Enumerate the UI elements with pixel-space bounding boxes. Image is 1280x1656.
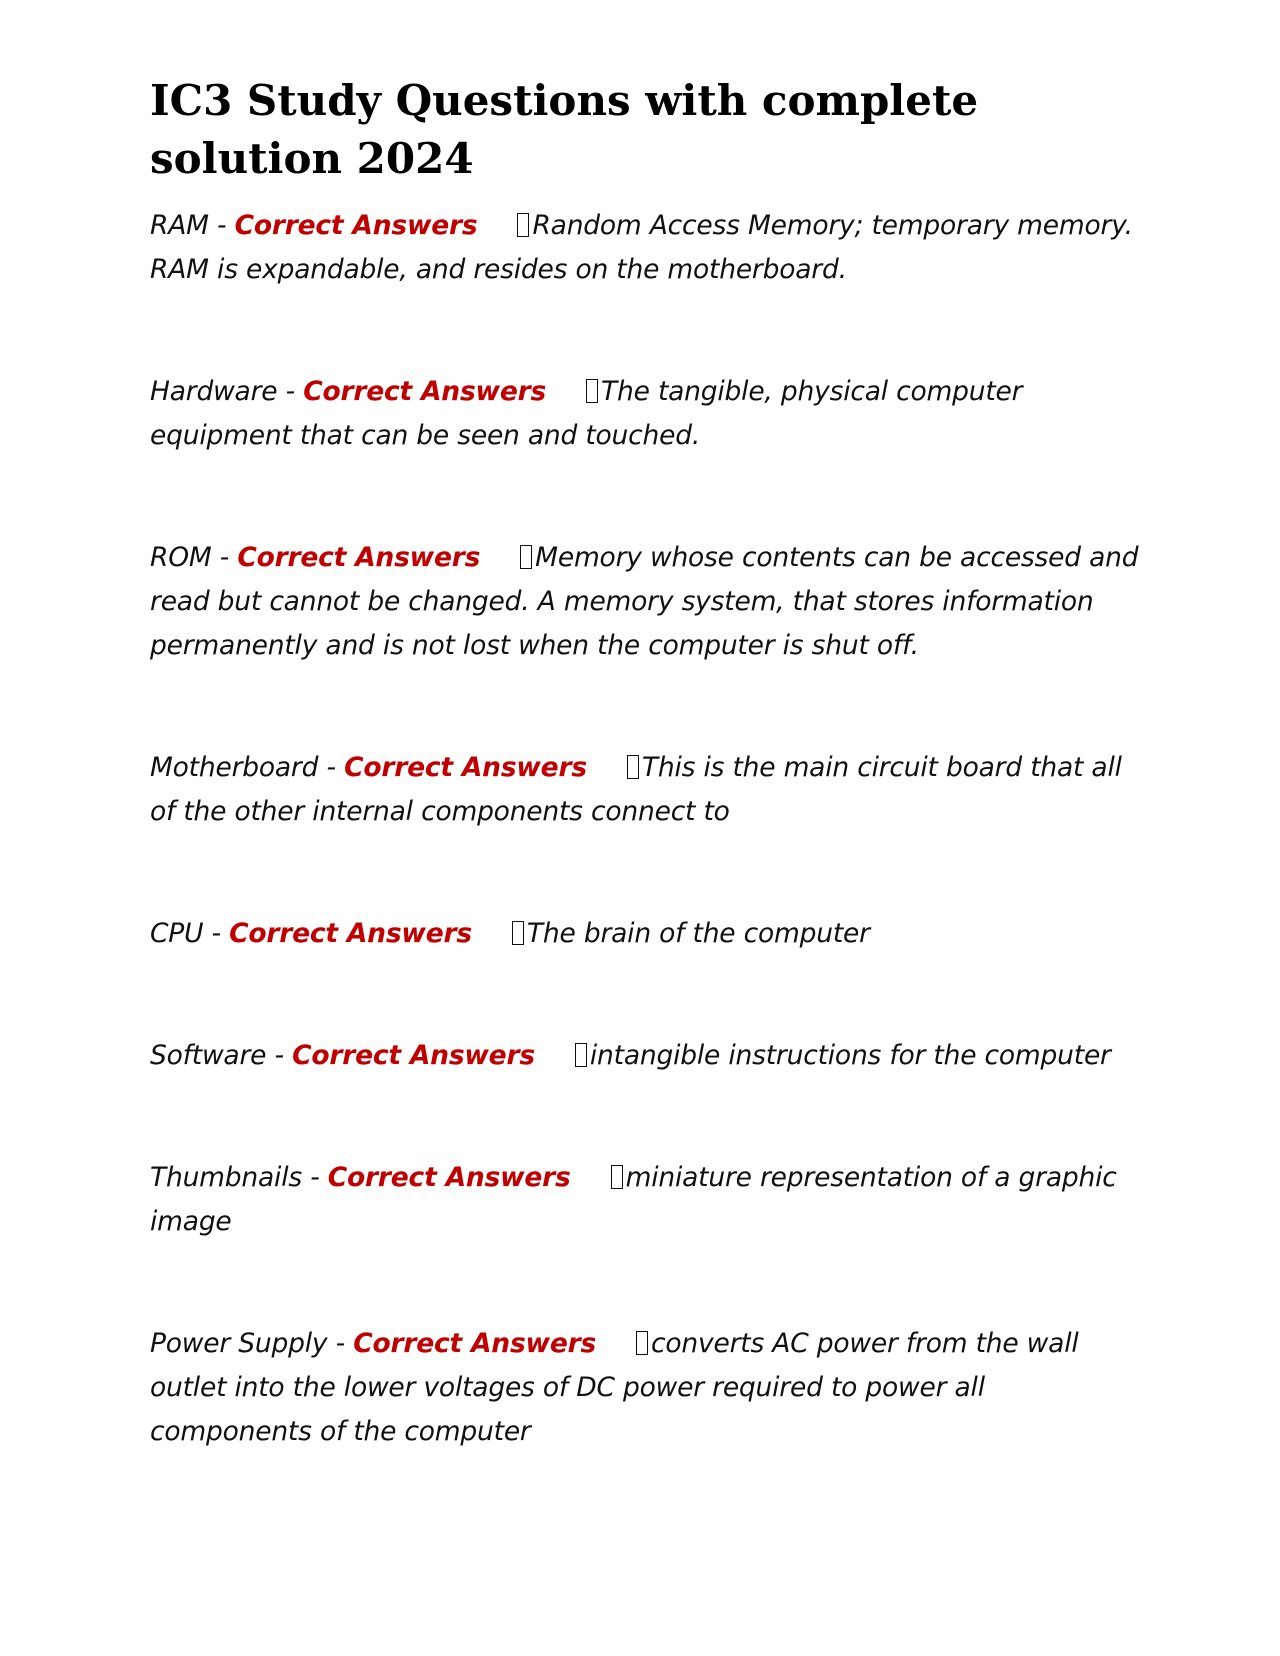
term: RAM (150, 210, 209, 241)
definition: intangible instructions for the computer (589, 1040, 1111, 1071)
separator: - (211, 542, 238, 573)
separator: - (277, 376, 304, 407)
answer-label: Correct Answers (234, 210, 478, 241)
qa-item-rom (150, 536, 1140, 668)
definition: The tangible, physical computer equipment that can be seen and touched. (150, 376, 1023, 451)
answer-label: Correct Answers (303, 376, 547, 407)
answer-label: Correct Answers (292, 1040, 535, 1071)
qa-item-hardware (150, 370, 1140, 458)
missing-glyph-icon (586, 379, 598, 403)
term: Power Supply (150, 1328, 328, 1359)
qa-item-software (150, 1034, 1140, 1078)
answer-label: Correct Answers (229, 918, 472, 949)
separator: - (203, 918, 230, 949)
term: Software (150, 1040, 267, 1071)
definition: Memory whose contents can be accessed and read but cannot be changed. A memory system, that stores information permanently and is not lost when the computer is shut off. (150, 542, 1139, 661)
term: ROM (150, 542, 212, 573)
term: Hardware (150, 376, 278, 407)
document-title: IC3 Study Questions with complete solution 2024 (150, 76, 979, 183)
document-page (150, 72, 1140, 1454)
definition: The brain of the computer (526, 918, 870, 949)
answer-label: Correct Answers (237, 542, 481, 573)
missing-glyph-icon (636, 1331, 648, 1355)
missing-glyph-icon (512, 921, 524, 945)
term: Thumbnails (150, 1162, 302, 1193)
term: Motherboard (150, 752, 319, 783)
separator: - (327, 1328, 354, 1359)
missing-glyph-icon (575, 1043, 587, 1067)
answer-label: Correct Answers (353, 1328, 597, 1359)
missing-glyph-icon (627, 755, 639, 779)
separator: - (318, 752, 345, 783)
definition: miniature representation of a graphic image (150, 1162, 1117, 1237)
qa-item-power-supply (150, 1322, 1140, 1454)
answer-label: Correct Answers (344, 752, 587, 783)
missing-glyph-icon (517, 213, 529, 237)
missing-glyph-icon (611, 1165, 623, 1189)
missing-glyph-icon (520, 545, 532, 569)
qa-item-thumbnails (150, 1156, 1140, 1244)
definition: converts AC power from the wall outlet into the lower voltages of DC power required to power all components of the computer (150, 1328, 1079, 1447)
separator: - (266, 1040, 293, 1071)
qa-item-cpu (150, 912, 1140, 956)
definition: This is the main circuit board that all of the other internal components connect to (150, 752, 1122, 827)
definition: Random Access Memory; temporary memory. RAM is expandable, and resides on the motherboard. (150, 210, 1133, 285)
separator: - (208, 210, 235, 241)
separator: - (301, 1162, 328, 1193)
answer-label: Correct Answers (327, 1162, 571, 1193)
term: CPU (150, 918, 204, 949)
qa-item-motherboard (150, 746, 1140, 834)
qa-item-ram (150, 204, 1140, 292)
